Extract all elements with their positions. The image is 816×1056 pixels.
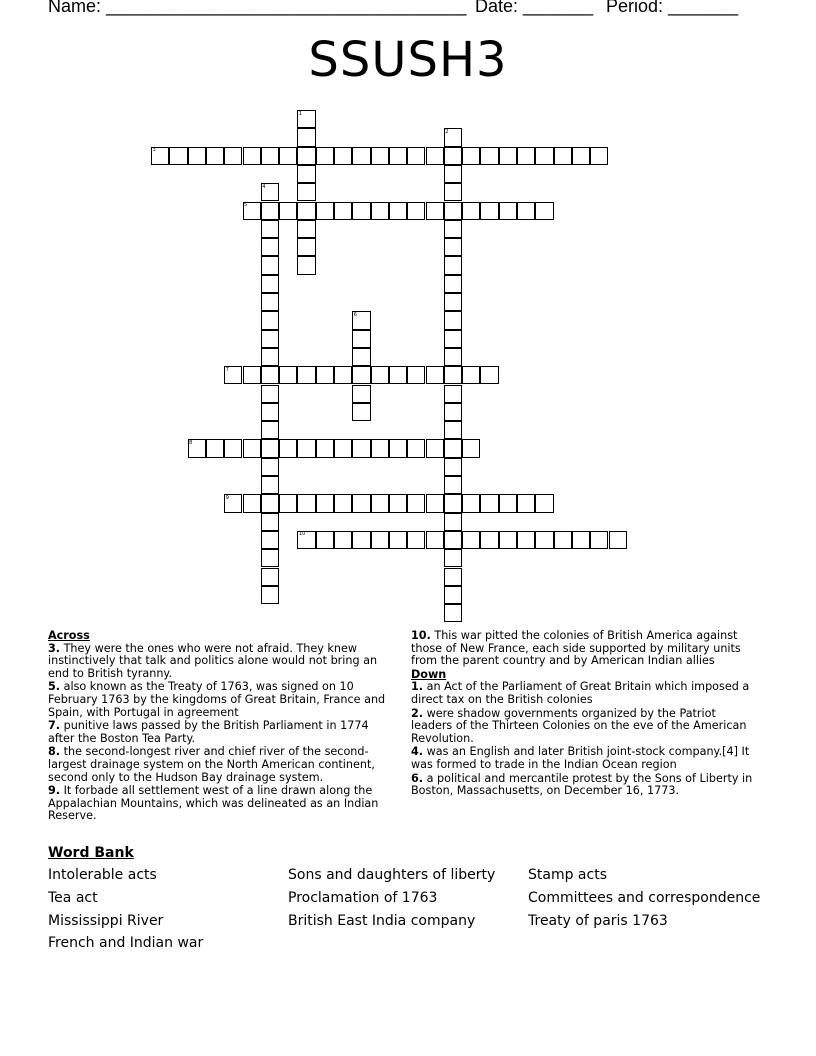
grid-cell[interactable] [261, 366, 279, 384]
word-bank-item: Stamp acts [528, 867, 607, 883]
clue-text: an Act of the Parliament of Great Britain which imposed a direct tax on the British colonies [411, 680, 750, 706]
grid-cell[interactable] [480, 147, 498, 165]
clue-across-10 [411, 630, 756, 668]
grid-cell[interactable] [261, 202, 279, 220]
grid-cell[interactable] [389, 439, 407, 457]
grid-cell[interactable] [261, 439, 279, 457]
grid-cell[interactable] [590, 147, 608, 165]
grid-cell[interactable] [261, 238, 279, 256]
grid-cell[interactable] [444, 238, 462, 256]
grid-cell[interactable] [444, 275, 462, 293]
clue-number-label: 3 [152, 147, 156, 154]
word-bank-title: Word Bank [48, 845, 134, 861]
clue-number-label: 8 [189, 439, 193, 446]
clue-number-label: 1 [298, 110, 303, 117]
grid-cell[interactable] [243, 494, 261, 512]
clue-down-4 [411, 746, 756, 771]
grid-cell[interactable] [535, 202, 553, 220]
grid-cell[interactable] [407, 366, 425, 384]
clue-number: 2. [411, 706, 424, 720]
grid-cell[interactable] [261, 147, 279, 165]
grid-cell[interactable] [444, 202, 462, 220]
period-label[interactable]: Period: _______ [606, 0, 739, 16]
clue-down-1 [411, 681, 756, 706]
grid-cell[interactable] [261, 275, 279, 293]
grid-cell[interactable] [297, 220, 315, 238]
grid-cell[interactable] [444, 531, 462, 549]
grid-cell[interactable] [261, 513, 279, 531]
grid-cell[interactable] [352, 330, 370, 348]
across-heading: Across [48, 629, 90, 642]
grid-cell[interactable] [554, 147, 572, 165]
clue-down-6 [411, 773, 756, 798]
grid-cell[interactable] [444, 458, 462, 476]
grid-cell[interactable] [261, 586, 279, 604]
grid-cell[interactable] [297, 128, 315, 146]
grid-cell[interactable] [352, 147, 370, 165]
grid-cell[interactable] [279, 366, 297, 384]
name-label[interactable]: Name: ____________________________________ [48, 0, 467, 16]
grid-cell[interactable] [389, 366, 407, 384]
clue-text: was an English and later British joint-stock company.[4] It was formed to trade in the Indian Ocean region [411, 745, 750, 771]
grid-cell[interactable] [517, 494, 535, 512]
grid-cell[interactable] [352, 366, 370, 384]
grid-cell[interactable] [462, 439, 480, 457]
grid-cell[interactable] [426, 439, 444, 457]
grid-cell[interactable] [261, 293, 279, 311]
grid-cell[interactable] [261, 348, 279, 366]
grid-cell[interactable] [334, 202, 352, 220]
grid-cell[interactable] [334, 147, 352, 165]
grid-cell[interactable] [316, 531, 334, 549]
grid-cell[interactable] [261, 311, 279, 329]
grid-cell[interactable] [609, 531, 627, 549]
grid-cell[interactable] [444, 421, 462, 439]
grid-cell[interactable] [352, 531, 370, 549]
clue-text: This war pitted the colonies of British America against those of New France, each side supported by military units from the parent country and by American Indian allies [411, 629, 741, 668]
grid-cell[interactable] [444, 330, 462, 348]
grid-cell[interactable] [261, 494, 279, 512]
grid-cell[interactable] [169, 147, 187, 165]
clue-number: 1. [411, 680, 424, 694]
grid-cell[interactable] [297, 366, 315, 384]
grid-cell[interactable] [444, 586, 462, 604]
clue-across-8 [48, 746, 388, 784]
grid-cell[interactable] [444, 256, 462, 274]
clue-text: punitive laws passed by the British Parliament in 1774 after the Boston Tea Party. [48, 719, 369, 745]
grid-cell[interactable] [426, 366, 444, 384]
clue-number: 7. [48, 719, 61, 733]
grid-cell[interactable] [371, 494, 389, 512]
grid-cell[interactable] [261, 549, 279, 567]
grid-cell[interactable] [444, 549, 462, 567]
grid-cell[interactable] [261, 421, 279, 439]
grid-cell[interactable] [499, 147, 517, 165]
grid-cell[interactable] [261, 476, 279, 494]
grid-cell[interactable] [426, 202, 444, 220]
grid-cell[interactable] [444, 293, 462, 311]
date-label[interactable]: Date: _______ [475, 0, 594, 16]
clue-number-label: 10 [298, 531, 306, 538]
grid-cell[interactable] [352, 439, 370, 457]
grid-cell[interactable] [297, 256, 315, 274]
grid-cell[interactable] [426, 531, 444, 549]
grid-cell[interactable] [224, 439, 242, 457]
grid-cell[interactable] [444, 220, 462, 238]
grid-cell[interactable] [444, 403, 462, 421]
clue-across-9 [48, 785, 388, 823]
grid-cell[interactable] [572, 531, 590, 549]
grid-cell[interactable] [444, 165, 462, 183]
grid-cell[interactable] [499, 531, 517, 549]
grid-cell[interactable] [426, 147, 444, 165]
grid-cell[interactable] [407, 147, 425, 165]
grid-cell[interactable] [517, 531, 535, 549]
grid-cell[interactable] [444, 385, 462, 403]
grid-cell[interactable] [279, 494, 297, 512]
grid-cell[interactable] [334, 531, 352, 549]
clue-number: 5. [48, 680, 61, 694]
word-bank-item: Proclamation of 1763 [288, 890, 438, 906]
grid-cell[interactable] [389, 494, 407, 512]
grid-cell[interactable] [334, 494, 352, 512]
grid-cell[interactable] [480, 494, 498, 512]
grid-cell[interactable] [297, 147, 315, 165]
grid-cell[interactable] [444, 494, 462, 512]
grid-cell[interactable] [499, 202, 517, 220]
grid-cell[interactable] [261, 403, 279, 421]
grid-cell[interactable] [444, 147, 462, 165]
grid-cell[interactable] [316, 366, 334, 384]
grid-cell[interactable] [352, 385, 370, 403]
grid-cell[interactable] [279, 147, 297, 165]
clues-right-column [411, 630, 756, 799]
grid-cell[interactable] [444, 604, 462, 622]
grid-cell[interactable] [389, 531, 407, 549]
grid-cell[interactable] [407, 439, 425, 457]
grid-cell[interactable] [444, 366, 462, 384]
down-heading: Down [411, 667, 447, 681]
grid-cell[interactable] [480, 202, 498, 220]
clue-text: were shadow governments organized by the Patriot leaders of the Thirteen Colonies on the eve of the American Revolution. [411, 706, 747, 745]
clue-number-label: 2 [445, 128, 449, 135]
clue-number: 10. [411, 629, 431, 642]
grid-cell[interactable] [371, 147, 389, 165]
grid-cell[interactable] [462, 366, 480, 384]
grid-cell[interactable] [352, 403, 370, 421]
grid-cell[interactable] [243, 439, 261, 457]
clue-number: 3. [48, 641, 61, 655]
grid-cell[interactable] [352, 494, 370, 512]
clue-number-label: 9 [225, 494, 229, 501]
grid-cell[interactable] [590, 531, 608, 549]
page-title: SSUSH3 [308, 32, 508, 88]
grid-cell[interactable] [261, 458, 279, 476]
clue-text: the second-longest river and chief river of the second-largest drainage system on the North American continent, second only to the Hudson Bay drainage system. [48, 745, 375, 784]
grid-cell[interactable] [261, 256, 279, 274]
grid-cell[interactable] [316, 494, 334, 512]
word-bank-item: Treaty of paris 1763 [528, 913, 668, 929]
grid-cell[interactable] [261, 220, 279, 238]
clue-text: a political and mercantile protest by the Sons of Liberty in Boston, Massachusetts, on December 16, 1773. [411, 771, 753, 798]
grid-cell[interactable] [297, 238, 315, 256]
grid-cell[interactable] [426, 494, 444, 512]
grid-cell[interactable] [462, 202, 480, 220]
grid-cell[interactable] [371, 202, 389, 220]
word-bank-item: Committees and correspondence [528, 890, 761, 906]
grid-cell[interactable] [279, 202, 297, 220]
grid-cell[interactable] [480, 531, 498, 549]
grid-cell[interactable] [243, 366, 261, 384]
clue-down-2 [411, 708, 756, 746]
clue-number: 9. [48, 784, 61, 798]
clue-text: also known as the Treaty of 1763, was signed on 10 February 1763 by the kingdoms of Great Britain, France and Spain, with Portugal in agreement [48, 680, 386, 719]
clue-number: 8. [48, 745, 61, 759]
word-bank-item: Mississippi River [48, 913, 164, 929]
clue-number-label: 4 [262, 183, 266, 190]
grid-cell[interactable] [535, 147, 553, 165]
grid-cell[interactable] [297, 165, 315, 183]
grid-cell[interactable] [444, 348, 462, 366]
word-bank-item: Intolerable acts [48, 867, 157, 883]
word-bank-item: Sons and daughters of liberty [288, 867, 496, 883]
grid-cell[interactable] [206, 147, 224, 165]
grid-cell[interactable] [407, 202, 425, 220]
grid-cell[interactable] [535, 531, 553, 549]
grid-cell[interactable] [517, 147, 535, 165]
grid-cell[interactable] [462, 494, 480, 512]
grid-cell[interactable] [316, 147, 334, 165]
grid-cell[interactable] [554, 531, 572, 549]
grid-cell[interactable] [517, 202, 535, 220]
grid-cell[interactable] [407, 494, 425, 512]
grid-cell[interactable] [389, 202, 407, 220]
grid-cell[interactable] [444, 513, 462, 531]
clues-left-column [48, 630, 388, 824]
grid-cell[interactable] [407, 531, 425, 549]
grid-cell[interactable] [535, 494, 553, 512]
clue-across-3 [48, 643, 388, 681]
clue-number-label: 7 [225, 366, 229, 373]
clue-across-7 [48, 720, 388, 745]
grid-cell[interactable] [371, 366, 389, 384]
clue-text: It forbade all settlement west of a line drawn along the Appalachian Mountains, which was delineated as an Indian Reserve. [48, 784, 379, 823]
grid-cell[interactable] [334, 366, 352, 384]
grid-cell[interactable] [371, 531, 389, 549]
grid-cell[interactable] [444, 439, 462, 457]
grid-cell[interactable] [316, 202, 334, 220]
grid-cell[interactable] [462, 531, 480, 549]
word-bank-item: French and Indian war [48, 935, 204, 951]
grid-cell[interactable] [297, 494, 315, 512]
grid-cell[interactable] [480, 366, 498, 384]
grid-cell[interactable] [444, 311, 462, 329]
grid-cell[interactable] [297, 183, 315, 201]
grid-cell[interactable] [389, 147, 407, 165]
grid-cell[interactable] [462, 147, 480, 165]
grid-cell[interactable] [297, 202, 315, 220]
grid-cell[interactable] [352, 348, 370, 366]
clue-number-label: 5 [244, 202, 248, 208]
grid-cell[interactable] [243, 147, 261, 165]
grid-cell[interactable] [444, 476, 462, 494]
word-bank-item: British East India company [288, 913, 476, 929]
grid-cell[interactable] [279, 439, 297, 457]
word-bank-item: Tea act [48, 890, 98, 906]
grid-cell[interactable] [261, 330, 279, 348]
clue-text: They were the ones who were not afraid. They knew instinctively that talk and politics alone would not bring an end to British tyranny. [48, 641, 378, 680]
clue-number-label: 6 [353, 311, 357, 318]
grid-cell[interactable] [444, 568, 462, 586]
grid-cell[interactable] [334, 439, 352, 457]
clue-number: 4. [411, 745, 424, 759]
grid-cell[interactable] [261, 531, 279, 549]
grid-cell[interactable] [371, 439, 389, 457]
grid-cell[interactable] [352, 202, 370, 220]
grid-cell[interactable] [444, 183, 462, 201]
grid-cell[interactable] [572, 147, 590, 165]
clue-across-5 [48, 681, 388, 719]
grid-cell[interactable] [261, 568, 279, 586]
grid-cell[interactable] [261, 385, 279, 403]
clue-number: 6. [411, 771, 424, 785]
grid-cell[interactable] [206, 439, 224, 457]
grid-cell[interactable] [224, 147, 242, 165]
grid-cell[interactable] [316, 439, 334, 457]
grid-cell[interactable] [188, 147, 206, 165]
grid-cell[interactable] [499, 494, 517, 512]
grid-cell[interactable] [297, 439, 315, 457]
